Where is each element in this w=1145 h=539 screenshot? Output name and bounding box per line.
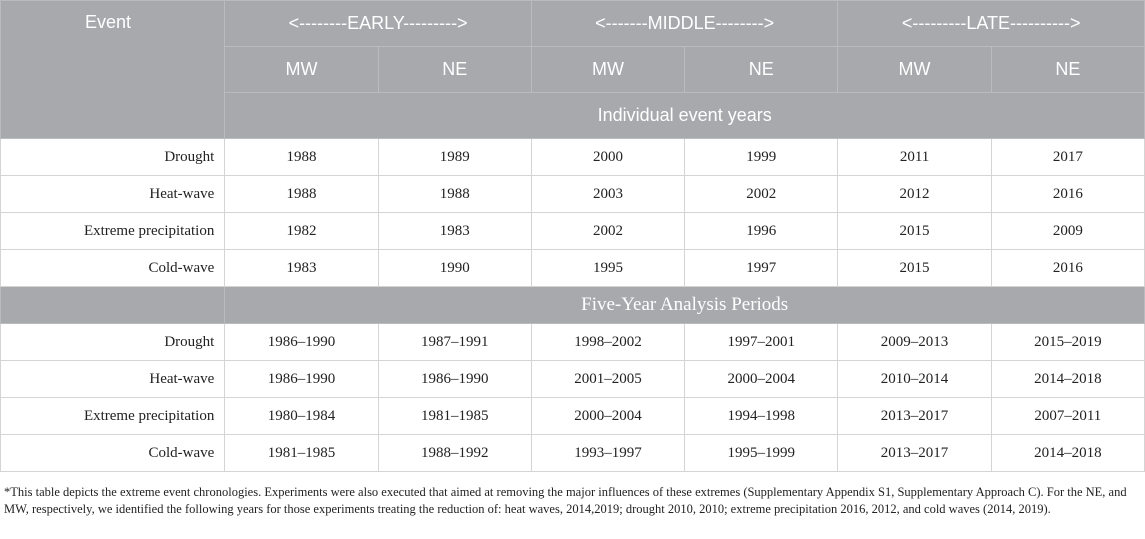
table-cell: 1981–1985 xyxy=(378,398,531,435)
row-label: Drought xyxy=(1,139,225,176)
table-cell: 2012 xyxy=(838,176,991,213)
table-cell: 2009 xyxy=(991,213,1144,250)
table-cell: 1996 xyxy=(685,213,838,250)
table-cell: 1999 xyxy=(685,139,838,176)
table-cell: 2009–2013 xyxy=(838,324,991,361)
row-label: Drought xyxy=(1,324,225,361)
table-cell: 1986–1990 xyxy=(225,324,378,361)
section-header-spacer xyxy=(1,287,225,324)
region-header: NE xyxy=(685,47,838,93)
table-row xyxy=(1,324,1145,361)
table-cell: 1981–1985 xyxy=(225,435,378,472)
table-cell: 1995 xyxy=(531,250,684,287)
section-title-individual: Individual event years xyxy=(225,93,1145,139)
table-cell: 1989 xyxy=(378,139,531,176)
table-cell: 1997–2001 xyxy=(685,324,838,361)
row-label: Heat-wave xyxy=(1,176,225,213)
region-header: MW xyxy=(838,47,991,93)
table-cell: 2002 xyxy=(685,176,838,213)
table-cell: 2000–2004 xyxy=(685,361,838,398)
table-cell: 1998–2002 xyxy=(531,324,684,361)
table-cell: 2010–2014 xyxy=(838,361,991,398)
table-row xyxy=(1,176,1145,213)
table-cell: 2003 xyxy=(531,176,684,213)
table-cell: 2016 xyxy=(991,176,1144,213)
table-cell: 1990 xyxy=(378,250,531,287)
row-label: Heat-wave xyxy=(1,361,225,398)
period-header-middle: <-------MIDDLE--------> xyxy=(531,1,838,47)
header-row-periods xyxy=(1,1,1145,47)
table-cell: 1983 xyxy=(378,213,531,250)
table-cell: 2002 xyxy=(531,213,684,250)
table-cell: 1997 xyxy=(685,250,838,287)
table-footnote: *This table depicts the extreme event chronologies. Experiments were also executed that aimed at removing the major influences of these extremes (Supplementary Appendix S1, Supplementary Approach C). For the NE, and MW, respectively, we identified the following years for those experiments treating the reduction of: heat waves, 2014,2019; drought 2010, 2010; extreme precipitation 2016, 2012, and cold waves (2014, 2019). xyxy=(4,485,1127,516)
table-cell: 1988 xyxy=(225,176,378,213)
table-cell: 1988–1992 xyxy=(378,435,531,472)
table-cell: 2017 xyxy=(991,139,1144,176)
table-cell: 1994–1998 xyxy=(685,398,838,435)
table-cell: 2000 xyxy=(531,139,684,176)
table-cell: 1987–1991 xyxy=(378,324,531,361)
table-cell: 1980–1984 xyxy=(225,398,378,435)
table-cell: 2015–2019 xyxy=(991,324,1144,361)
table-cell: 2015 xyxy=(838,250,991,287)
table-cell: 2011 xyxy=(838,139,991,176)
table-row xyxy=(1,250,1145,287)
region-header: NE xyxy=(378,47,531,93)
table-row xyxy=(1,139,1145,176)
table-cell: 2013–2017 xyxy=(838,398,991,435)
table-cell: 1988 xyxy=(225,139,378,176)
row-label: Cold-wave xyxy=(1,250,225,287)
table-cell: 1988 xyxy=(378,176,531,213)
region-header: MW xyxy=(225,47,378,93)
table-cell: 1995–1999 xyxy=(685,435,838,472)
table-row xyxy=(1,435,1145,472)
table-cell: 1993–1997 xyxy=(531,435,684,472)
region-header: MW xyxy=(531,47,684,93)
table-cell: 2016 xyxy=(991,250,1144,287)
period-header-late: <---------LATE----------> xyxy=(838,1,1145,47)
table-cell: 2001–2005 xyxy=(531,361,684,398)
period-header-early: <--------EARLY---------> xyxy=(225,1,532,47)
table-cell: 2013–2017 xyxy=(838,435,991,472)
table-cell: 2014–2018 xyxy=(991,361,1144,398)
table-cell: 1983 xyxy=(225,250,378,287)
table-cell: 2014–2018 xyxy=(991,435,1144,472)
table-cell: 2015 xyxy=(838,213,991,250)
table-row xyxy=(1,361,1145,398)
table-row xyxy=(1,213,1145,250)
row-label: Cold-wave xyxy=(1,435,225,472)
table-cell: 1986–1990 xyxy=(225,361,378,398)
event-column-header: Event xyxy=(1,1,225,139)
table-cell: 2000–2004 xyxy=(531,398,684,435)
table-row xyxy=(1,398,1145,435)
section-header-five-year xyxy=(1,287,1145,324)
table-cell: 2007–2011 xyxy=(991,398,1144,435)
table-cell: 1982 xyxy=(225,213,378,250)
row-label: Extreme precipitation xyxy=(1,213,225,250)
section-title-five-year: Five-Year Analysis Periods xyxy=(225,287,1145,324)
table-cell: 1986–1990 xyxy=(378,361,531,398)
region-header: NE xyxy=(991,47,1144,93)
row-label: Extreme precipitation xyxy=(1,398,225,435)
